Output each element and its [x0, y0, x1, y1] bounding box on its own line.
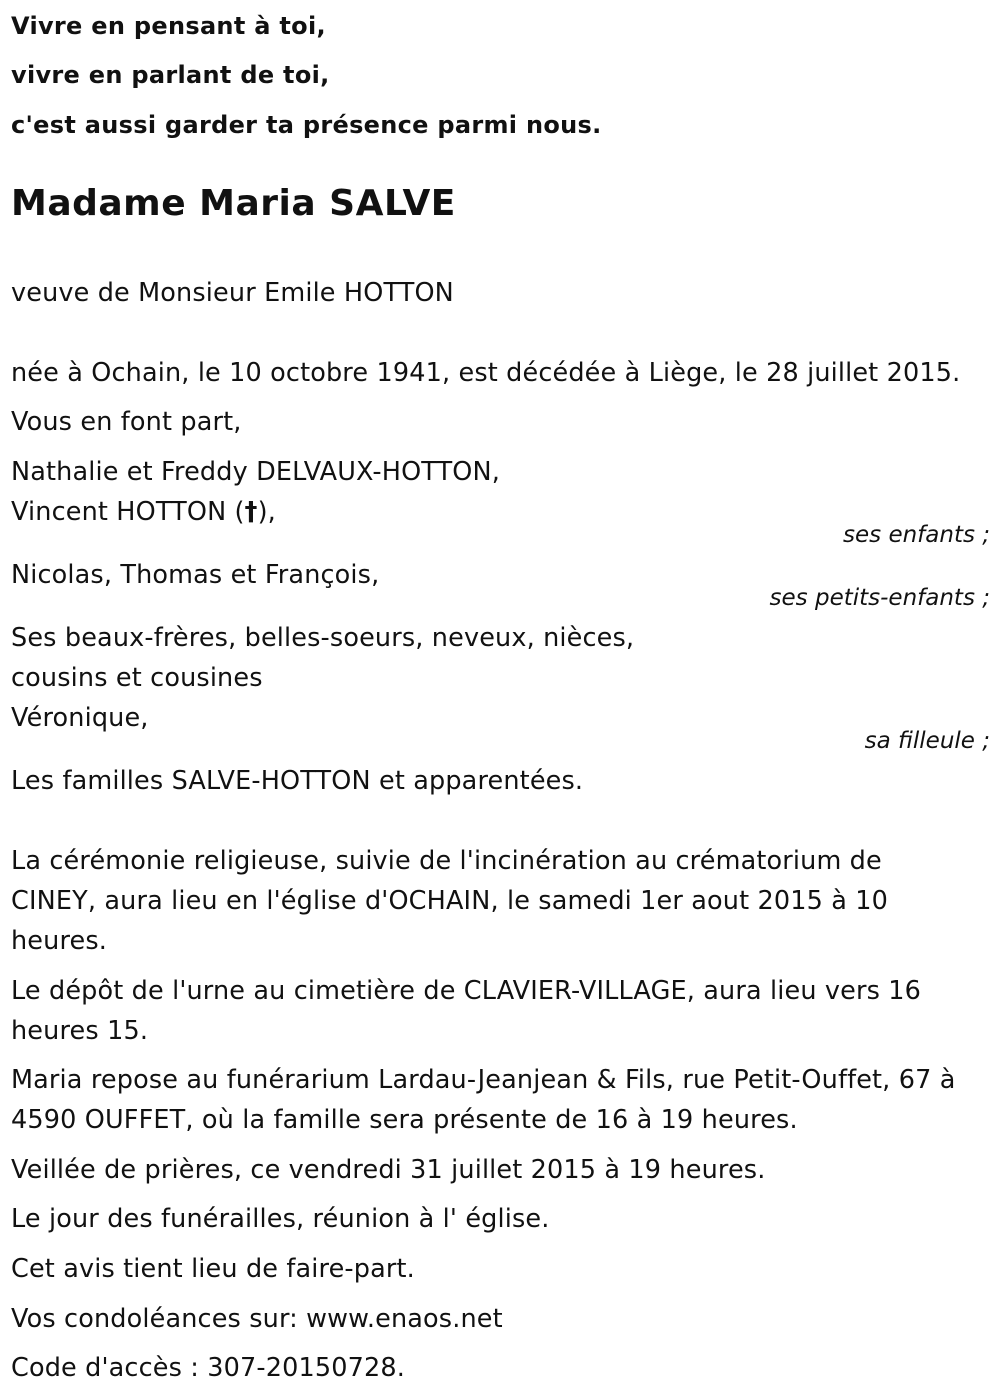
spouse-line: veuve de Monsieur Emile HOTTON — [11, 278, 454, 308]
ceremony-line-2: CINEY, aura lieu en l'église d'OCHAIN, le samedi 1er aout 2015 à 10 — [11, 886, 889, 916]
urn-line-2: heures 15. — [11, 1016, 149, 1046]
epigraph-line-3: c'est aussi garder ta présence parmi nous. — [11, 111, 602, 139]
epigraph-line-2: vivre en parlant de toi, — [11, 61, 330, 89]
inlaws-line-2: cousins et cousines — [11, 663, 263, 693]
epigraph-line-1: Vivre en pensant à toi, — [11, 12, 326, 40]
goddaughter-relation: sa filleule ; — [864, 728, 990, 754]
rest-line-2: 4590 OUFFET, où la famille sera présente de 16 à 19 heures. — [11, 1105, 798, 1135]
ceremony-line-3: heures. — [11, 926, 108, 956]
children-line-2-suffix: ), — [257, 497, 276, 527]
vigil-line: Veillée de prières, ce vendredi 31 juillet 2015 à 19 heures. — [11, 1155, 766, 1185]
families-line: Les familles SALVE-HOTTON et apparentées. — [11, 766, 584, 796]
cross-icon: † — [244, 497, 258, 527]
children-line-1: Nathalie et Freddy DELVAUX-HOTTON, — [11, 457, 501, 487]
urn-line-1: Le dépôt de l'urne au cimetière de CLAVIER-VILLAGE, aura lieu vers 16 — [11, 976, 922, 1006]
ceremony-line-1: La cérémonie religieuse, suivie de l'incinération au crématorium de — [11, 846, 882, 876]
rest-line-1: Maria repose au funérarium Lardau-Jeanjean & Fils, rue Petit-Ouffet, 67 à — [11, 1065, 956, 1095]
grandchildren-line: Nicolas, Thomas et François, — [11, 560, 380, 590]
children-line-2 — [11, 496, 276, 528]
inlaws-line-1: Ses beaux-frères, belles-soeurs, neveux, nièces, — [11, 623, 635, 653]
children-line-2-prefix: Vincent HOTTON ( — [11, 497, 245, 527]
condolences-line: Vos condoléances sur: www.enaos.net — [11, 1304, 503, 1334]
goddaughter-line: Véronique, — [11, 703, 149, 733]
meeting-line: Le jour des funérailles, réunion à l' église. — [11, 1204, 550, 1234]
notice-line: Cet avis tient lieu de faire-part. — [11, 1254, 415, 1284]
grandchildren-relation: ses petits-enfants ; — [769, 585, 990, 611]
children-relation: ses enfants ; — [843, 522, 990, 548]
announcement-intro: Vous en font part, — [11, 407, 242, 437]
access-code-line: Code d'accès : 307-20150728. — [11, 1353, 405, 1383]
deceased-name: Madame Maria SALVE — [11, 183, 456, 224]
birth-death-line: née à Ochain, le 10 octobre 1941, est décédée à Liège, le 28 juillet 2015. — [11, 358, 961, 388]
